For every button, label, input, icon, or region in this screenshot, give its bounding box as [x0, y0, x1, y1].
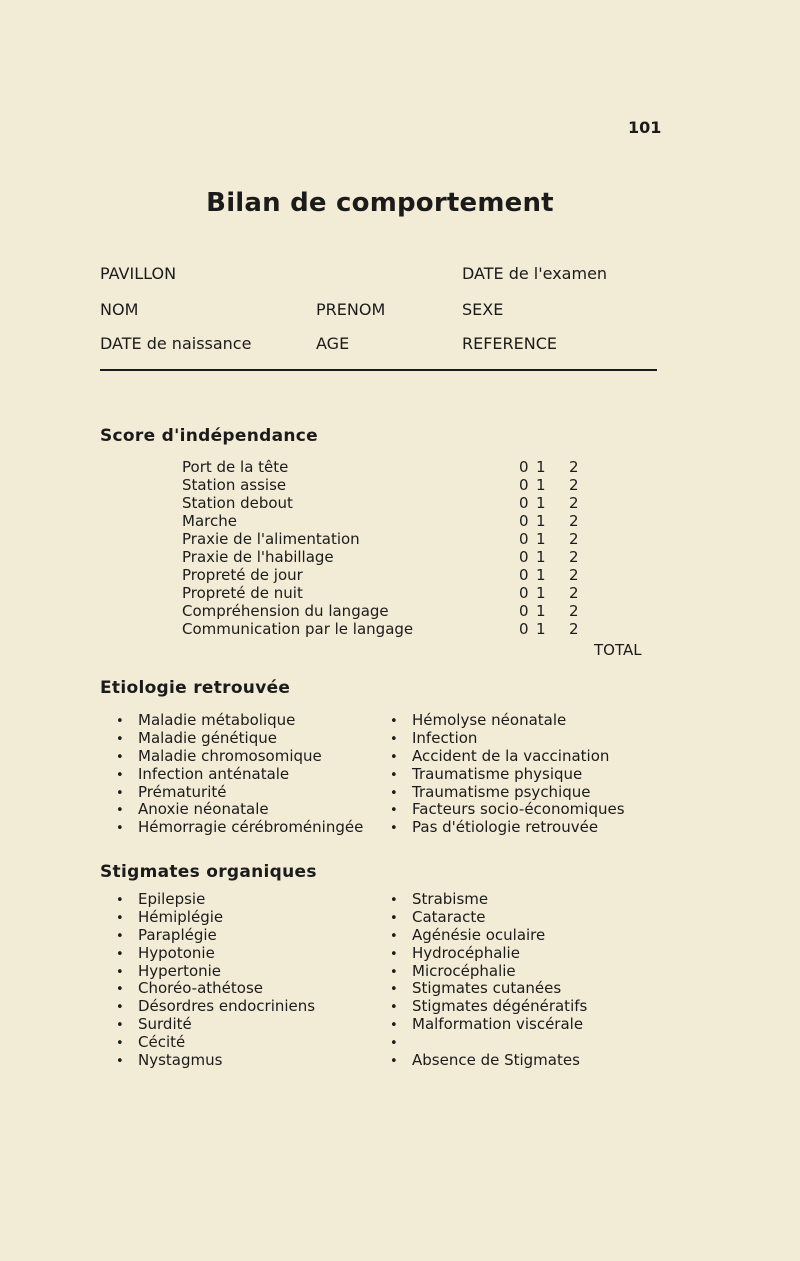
- bullet-icon: •: [390, 731, 398, 747]
- list-item-label: Hémorragie cérébroméningée: [138, 818, 364, 837]
- score-value-1: 1: [536, 530, 546, 548]
- bullet-icon: •: [390, 821, 398, 837]
- score-value-1: 1: [536, 548, 546, 566]
- bullet-icon: •: [390, 1018, 398, 1034]
- bullet-icon: •: [116, 946, 124, 962]
- score-value-0: 0: [519, 512, 529, 530]
- list-item-label: Surdité: [138, 1015, 192, 1034]
- bullet-icon: •: [390, 785, 398, 801]
- list-item: [116, 980, 315, 998]
- score-row: [182, 458, 602, 476]
- list-item-label: Maladie génétique: [138, 728, 277, 747]
- etiologie-heading: Etiologie retrouvée: [100, 678, 291, 698]
- list-item-label: Accident de la vaccination: [412, 746, 610, 765]
- header-field-reference: REFERENCE: [462, 334, 558, 353]
- list-item: [390, 998, 587, 1016]
- bullet-icon: •: [116, 731, 124, 747]
- bullet-icon: •: [116, 893, 124, 908]
- bullet-icon: •: [116, 964, 124, 980]
- header-field-sexe: SEXE: [462, 300, 504, 319]
- bullet-icon: •: [390, 714, 398, 729]
- score-value-0: 0: [519, 530, 529, 548]
- list-item: [116, 945, 315, 963]
- list-item-label: Prématurité: [138, 782, 227, 801]
- etiologie-right-list: [390, 712, 625, 837]
- list-item: [390, 1052, 587, 1070]
- score-value-1: 1: [536, 458, 546, 476]
- list-item-label: Absence de Stigmates: [412, 1051, 580, 1070]
- score-heading: Score d'indépendance: [100, 426, 318, 446]
- list-item: [390, 927, 587, 945]
- bullet-icon: •: [116, 1036, 124, 1052]
- score-value-0: 0: [519, 494, 529, 512]
- list-item-label: Infection: [412, 728, 478, 747]
- score-value-1: 1: [536, 494, 546, 512]
- list-item-label: Strabisme: [412, 890, 489, 908]
- list-item-label: Hydrocéphalie: [412, 943, 520, 962]
- bullet-icon: •: [116, 1054, 124, 1070]
- bullet-icon: •: [116, 1018, 124, 1034]
- bullet-icon: •: [390, 1036, 398, 1052]
- list-item: [116, 891, 315, 909]
- score-label: Propreté de nuit: [182, 584, 303, 602]
- bullet-icon: •: [116, 910, 124, 926]
- list-item-label: Cécité: [138, 1033, 186, 1052]
- list-item-label: Hypotonie: [138, 943, 215, 962]
- score-value-1: 1: [536, 584, 546, 602]
- list-item: [116, 963, 315, 981]
- list-item-label: Maladie chromosomique: [138, 746, 322, 765]
- list-item-label: Stigmates cutanées: [412, 979, 562, 998]
- header-rule: [100, 369, 657, 371]
- stigmates-right-list: [390, 891, 587, 1070]
- total-label: TOTAL: [594, 641, 642, 659]
- etiologie-left-list: [116, 712, 363, 837]
- header-field-date-examen: DATE de l'examen: [462, 264, 608, 283]
- list-item-label: Microcéphalie: [412, 961, 516, 980]
- score-value-2: 2: [569, 512, 579, 530]
- bullet-icon: •: [390, 1054, 398, 1070]
- score-value-0: 0: [519, 566, 529, 584]
- bullet-icon: •: [116, 714, 124, 729]
- bullet-icon: •: [116, 749, 124, 765]
- score-label: Praxie de l'alimentation: [182, 530, 360, 548]
- header-field-date-naissance: DATE de naissance: [100, 334, 252, 353]
- bullet-icon: •: [390, 803, 398, 819]
- list-item: [390, 963, 587, 981]
- list-item: [390, 1034, 587, 1052]
- list-item-label: Agénésie oculaire: [412, 925, 546, 944]
- bullet-icon: •: [390, 767, 398, 783]
- list-item-label: Hémiplégie: [138, 907, 224, 926]
- header-field-pavillon: PAVILLON: [100, 264, 177, 283]
- score-label: Propreté de jour: [182, 566, 303, 584]
- list-item: [116, 748, 363, 766]
- bullet-icon: •: [390, 1000, 398, 1016]
- list-item: [116, 909, 315, 927]
- score-row: [182, 620, 602, 638]
- score-value-0: 0: [519, 476, 529, 494]
- score-value-2: 2: [569, 476, 579, 494]
- list-item: [390, 945, 587, 963]
- score-label: Marche: [182, 512, 237, 530]
- list-item: [116, 998, 315, 1016]
- bullet-icon: •: [116, 982, 124, 998]
- bullet-icon: •: [116, 821, 124, 837]
- list-item: [390, 980, 587, 998]
- list-item: [116, 1052, 315, 1070]
- list-item: [116, 1034, 315, 1052]
- score-row: [182, 566, 602, 584]
- list-item: [390, 909, 587, 927]
- list-item-label: Traumatisme physique: [412, 764, 583, 783]
- list-item: [390, 801, 625, 819]
- score-value-0: 0: [519, 548, 529, 566]
- bullet-icon: •: [390, 928, 398, 944]
- list-item-label: Désordres endocriniens: [138, 997, 316, 1016]
- score-value-2: 2: [569, 458, 579, 476]
- score-value-2: 2: [569, 620, 579, 638]
- score-row: [182, 584, 602, 602]
- bullet-icon: •: [116, 803, 124, 819]
- score-label: Port de la tête: [182, 458, 289, 476]
- page-title: Bilan de comportement: [206, 188, 554, 218]
- list-item-label: Maladie métabolique: [138, 711, 296, 729]
- score-value-1: 1: [536, 566, 546, 584]
- score-value-0: 0: [519, 584, 529, 602]
- list-item-label: Traumatisme psychique: [412, 782, 591, 801]
- score-value-2: 2: [569, 494, 579, 512]
- list-item-label: Stigmates dégénératifs: [412, 997, 588, 1016]
- header-field-prenom: PRENOM: [316, 300, 386, 319]
- score-label: Praxie de l'habillage: [182, 548, 334, 566]
- list-item-label: Infection anténatale: [138, 764, 290, 783]
- list-item-label: Hypertonie: [138, 961, 222, 980]
- score-value-1: 1: [536, 620, 546, 638]
- score-label: Compréhension du langage: [182, 602, 389, 620]
- list-item: [390, 891, 587, 909]
- bullet-icon: •: [390, 749, 398, 765]
- bullet-icon: •: [390, 982, 398, 998]
- bullet-icon: •: [390, 946, 398, 962]
- list-item: [116, 766, 363, 784]
- score-value-1: 1: [536, 602, 546, 620]
- score-label: Station assise: [182, 476, 287, 494]
- bullet-icon: •: [390, 964, 398, 980]
- bullet-icon: •: [116, 1000, 124, 1016]
- bullet-icon: •: [390, 893, 398, 908]
- list-item: [390, 712, 625, 730]
- score-row: [182, 494, 602, 512]
- score-value-1: 1: [536, 476, 546, 494]
- score-value-0: 0: [519, 620, 529, 638]
- bullet-icon: •: [116, 928, 124, 944]
- score-row: [182, 512, 602, 530]
- list-item-label: Nystagmus: [138, 1051, 223, 1070]
- stigmates-left-list: [116, 891, 315, 1070]
- list-item: [390, 1016, 587, 1034]
- list-item: [116, 927, 315, 945]
- list-item: [390, 784, 625, 802]
- bullet-icon: •: [116, 767, 124, 783]
- score-label: Station debout: [182, 494, 293, 512]
- bullet-icon: •: [390, 910, 398, 926]
- score-list: [182, 458, 602, 638]
- header-field-nom: NOM: [100, 300, 139, 319]
- list-item-label: Anoxie néonatale: [138, 800, 269, 819]
- score-value-0: 0: [519, 458, 529, 476]
- score-value-2: 2: [569, 566, 579, 584]
- header-field-age: AGE: [316, 334, 350, 353]
- list-item-label: Malformation viscérale: [412, 1015, 584, 1034]
- list-item: [116, 784, 363, 802]
- score-label: Communication par le langage: [182, 620, 414, 638]
- list-item: [390, 766, 625, 784]
- score-row: [182, 548, 602, 566]
- score-row: [182, 476, 602, 494]
- list-item-label: Hémolyse néonatale: [412, 711, 567, 729]
- list-item-label: Pas d'étiologie retrouvée: [412, 818, 599, 837]
- score-value-2: 2: [569, 602, 579, 620]
- stigmates-heading: Stigmates organiques: [100, 862, 317, 882]
- score-row: [182, 530, 602, 548]
- list-item-label: Epilepsie: [138, 890, 206, 908]
- list-item: [390, 730, 625, 748]
- list-item-label: Cataracte: [412, 907, 486, 926]
- score-value-0: 0: [519, 602, 529, 620]
- list-item-label: Facteurs socio-économiques: [412, 800, 625, 819]
- list-item: [116, 819, 363, 837]
- bullet-icon: •: [116, 785, 124, 801]
- list-item: [116, 712, 363, 730]
- list-item-label: Paraplégie: [138, 925, 217, 944]
- score-value-2: 2: [569, 548, 579, 566]
- list-item: [116, 1016, 315, 1034]
- page-number: 101: [628, 118, 662, 137]
- score-value-1: 1: [536, 512, 546, 530]
- list-item: [116, 730, 363, 748]
- score-value-2: 2: [569, 584, 579, 602]
- list-item: [390, 819, 625, 837]
- score-value-2: 2: [569, 530, 579, 548]
- list-item-label: Choréo-athétose: [138, 979, 264, 998]
- list-item: [390, 748, 625, 766]
- score-row: [182, 602, 602, 620]
- list-item: [116, 801, 363, 819]
